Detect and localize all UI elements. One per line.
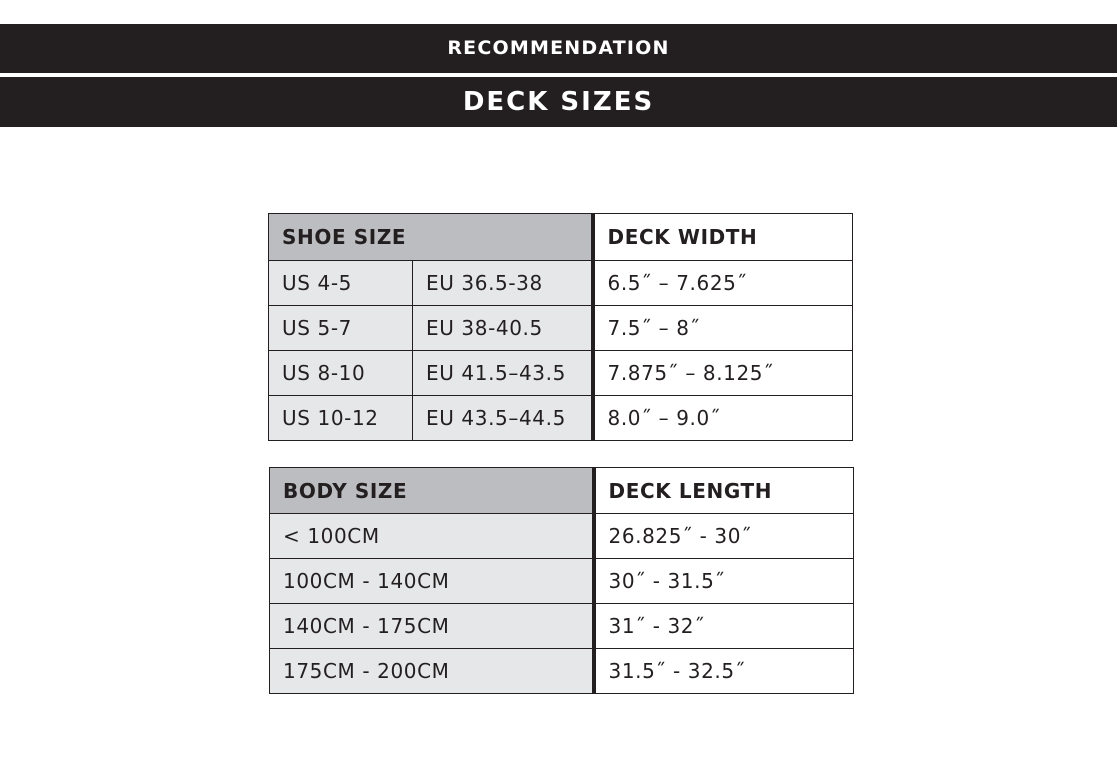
table-header-row: [270, 468, 854, 514]
table-row: [269, 396, 853, 441]
recommendation-banner: [0, 24, 1117, 73]
table-row: [270, 604, 854, 649]
deck-width-cell: 6.5˝ – 7.625˝: [593, 261, 853, 306]
eu-size-cell: EU 41.5–43.5: [413, 351, 593, 396]
table-row: [270, 649, 854, 694]
body-size-table: [269, 467, 854, 694]
body-size-cell: 100CM - 140CM: [270, 559, 594, 604]
table-row: [269, 261, 853, 306]
eu-size-cell: EU 38-40.5: [413, 306, 593, 351]
us-size-cell: US 10-12: [269, 396, 413, 441]
table-row: [270, 559, 854, 604]
deck-width-cell: 7.875˝ – 8.125˝: [593, 351, 853, 396]
deck-width-cell: 7.5˝ – 8˝: [593, 306, 853, 351]
table-row: [269, 306, 853, 351]
deck-length-cell: 31˝ - 32˝: [594, 604, 854, 649]
eu-size-cell: EU 43.5–44.5: [413, 396, 593, 441]
eu-size-cell: EU 36.5-38: [413, 261, 593, 306]
us-size-cell: US 5-7: [269, 306, 413, 351]
deck-length-header: DECK LENGTH: [594, 468, 854, 514]
title-banner: [0, 77, 1117, 127]
shoe-size-header: SHOE SIZE: [269, 214, 593, 261]
deck-length-cell: 31.5˝ - 32.5˝: [594, 649, 854, 694]
body-size-cell: 140CM - 175CM: [270, 604, 594, 649]
shoe-size-table: [268, 213, 853, 441]
us-size-cell: US 4-5: [269, 261, 413, 306]
table-row: [270, 514, 854, 559]
deck-width-header: DECK WIDTH: [593, 214, 853, 261]
deck-length-cell: 30˝ - 31.5˝: [594, 559, 854, 604]
table-row: [269, 351, 853, 396]
page-title: DECK SIZES: [462, 87, 655, 117]
body-size-header: BODY SIZE: [270, 468, 594, 514]
recommendation-label: RECOMMENDATION: [447, 37, 670, 59]
deck-width-cell: 8.0˝ – 9.0˝: [593, 396, 853, 441]
us-size-cell: US 8-10: [269, 351, 413, 396]
deck-length-cell: 26.825˝ - 30˝: [594, 514, 854, 559]
table-header-row: [269, 214, 853, 261]
body-size-cell: 175CM - 200CM: [270, 649, 594, 694]
body-size-cell: < 100CM: [270, 514, 594, 559]
